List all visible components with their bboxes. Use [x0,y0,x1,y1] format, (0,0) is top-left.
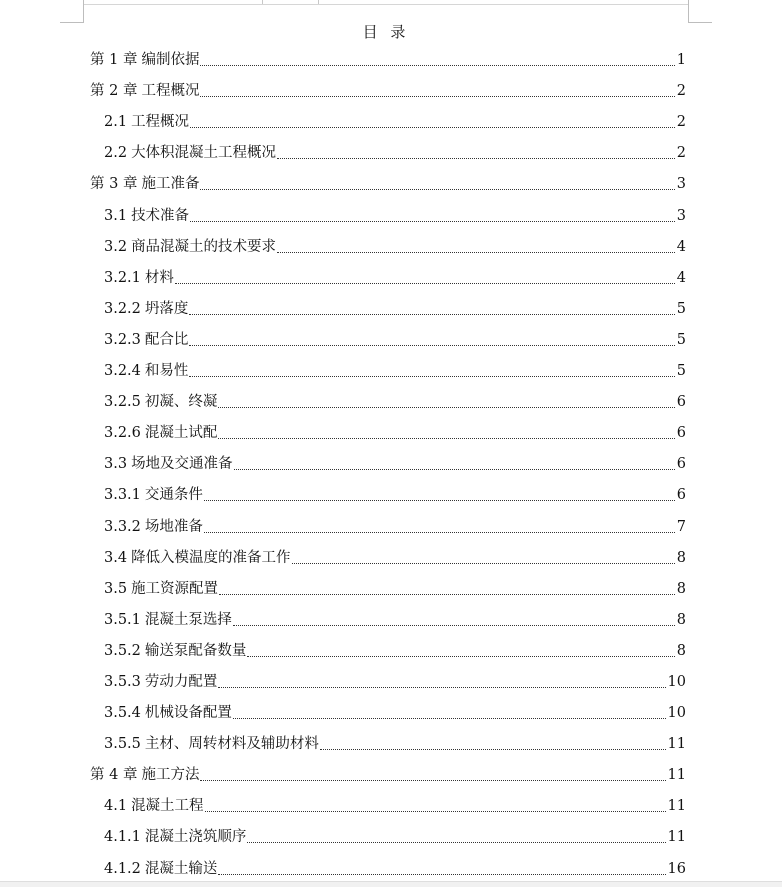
toc-title: 目 录 [362,23,410,41]
toc-entry-number: 3.5.3 [104,673,141,690]
toc-entry-number: 第 4 章 [90,767,138,784]
toc-entry-number: 3.5.5 [104,736,141,753]
toc-entry-15[interactable] [0,482,782,513]
toc-dot-leader [200,188,674,190]
toc-dot-leader [277,157,675,159]
toc-entry-page: 6 [676,487,686,504]
toc-dot-leader [292,562,675,564]
toc-entry-label: 输送泵配备数量 [144,642,247,659]
toc-entry-number: 3.2.4 [104,363,141,380]
toc-dot-leader [205,810,666,812]
toc-entry-page: 11 [667,736,686,753]
toc-dot-leader [233,717,666,719]
toc-dot-leader [189,313,674,315]
toc-entry-label: 施工资源配置 [131,580,219,597]
toc-entry-9[interactable] [0,296,782,327]
toc-entry-number: 3.2.5 [104,394,141,411]
toc-entry-number: 3.2.1 [104,269,141,286]
toc-entry-label: 工程概况 [131,114,190,131]
toc-entry-24[interactable] [0,762,782,793]
toc-entry-label: 工程概况 [141,83,200,100]
toc-entry-label: 混凝土工程 [131,798,204,815]
toc-dot-leader [234,468,675,470]
toc-entry-number: 3.5.4 [104,705,141,722]
toc-entry-label: 坍落度 [144,300,189,317]
toc-entry-label: 初凝、终凝 [144,394,218,411]
toc-entry-page: 2 [676,145,686,162]
toc-entry-page: 11 [667,767,686,784]
toc-entry-page: 10 [667,673,686,690]
toc-entry-label: 混凝土输送 [144,860,218,877]
toc-entry-label: 场地及交通准备 [131,456,233,473]
toc-dot-leader [204,531,675,533]
toc-list [0,47,782,887]
toc-entry-21[interactable] [0,669,782,700]
toc-entry-page: 11 [667,798,686,815]
toc-dot-leader [247,655,674,657]
previous-page-mark [318,0,319,4]
toc-entry-page: 8 [676,549,686,566]
toc-entry-number: 2.2 [104,145,128,162]
toc-entry-number: 3.3.1 [104,487,141,504]
toc-entry-number: 3.2.6 [104,425,141,442]
toc-entry-number: 3.3.2 [104,518,141,535]
toc-entry-page: 5 [676,300,686,317]
toc-entry-number: 3.5.1 [104,611,141,628]
crop-mark-top-right-vertical [688,0,689,23]
toc-entry-label: 施工准备 [141,176,200,193]
toc-entry-label: 机械设备配置 [144,705,232,722]
toc-dot-leader [233,624,675,626]
toc-entry-page: 4 [676,238,686,255]
toc-entry-label: 混凝土试配 [144,425,218,442]
toc-dot-leader [247,841,665,843]
toc-entry-page: 2 [676,83,686,100]
toc-entry-number: 3.3 [104,456,128,473]
toc-entry-label: 施工方法 [141,767,200,784]
toc-dot-leader [175,282,675,284]
toc-entry-page: 1 [676,52,686,69]
toc-entry-label: 材料 [144,269,174,286]
toc-dot-leader [204,499,675,501]
toc-entry-5[interactable] [0,171,782,202]
toc-entry-7[interactable] [0,234,782,265]
toc-entry-page: 8 [676,642,686,659]
toc-dot-leader [189,375,674,377]
toc-entry-number: 3.2.2 [104,300,141,317]
toc-dot-leader [218,873,665,875]
toc-entry-page: 5 [676,363,686,380]
toc-entry-page: 6 [676,394,686,411]
toc-entry-page: 16 [667,860,686,877]
toc-entry-label: 配合比 [144,331,189,348]
toc-dot-leader [218,406,674,408]
toc-entry-18[interactable] [0,576,782,607]
toc-entry-label: 混凝土浇筑顺序 [144,829,247,846]
toc-entry-number: 第 3 章 [90,176,138,193]
toc-entry-label: 场地准备 [144,518,203,535]
toc-entry-1[interactable] [0,47,782,78]
toc-entry-label: 和易性 [144,363,189,380]
toc-entry-10[interactable] [0,327,782,358]
toc-dot-leader [190,126,675,128]
toc-entry-25[interactable] [0,793,782,824]
toc-entry-16[interactable] [0,513,782,544]
toc-entry-page: 4 [676,269,686,286]
toc-entry-label: 编制依据 [141,52,200,69]
toc-entry-label: 主材、周转材料及辅助材料 [144,736,319,753]
toc-dot-leader [218,437,674,439]
toc-entry-number: 4.1.2 [104,860,141,877]
toc-entry-label: 交通条件 [144,487,203,504]
next-page-edge [0,881,782,887]
toc-entry-26[interactable] [0,824,782,855]
toc-dot-leader [218,686,665,688]
toc-dot-leader [200,95,674,97]
toc-entry-number: 4.1.1 [104,829,141,846]
toc-entry-number: 3.1 [104,207,128,224]
toc-entry-11[interactable] [0,358,782,389]
toc-entry-page: 5 [676,331,686,348]
toc-entry-page: 6 [676,425,686,442]
toc-entry-17[interactable] [0,545,782,576]
toc-entry-page: 6 [676,456,686,473]
previous-page-mark [262,0,263,4]
toc-entry-20[interactable] [0,638,782,669]
toc-entry-3[interactable] [0,109,782,140]
toc-entry-6[interactable] [0,202,782,233]
toc-entry-number: 3.2 [104,238,128,255]
toc-entry-number: 3.2.3 [104,331,141,348]
toc-entry-page: 11 [667,829,686,846]
toc-dot-leader [200,779,665,781]
toc-entry-label: 商品混凝土的技术要求 [131,238,277,255]
toc-entry-number: 3.4 [104,549,128,566]
toc-entry-13[interactable] [0,420,782,451]
toc-entry-number: 3.5 [104,580,128,597]
toc-entry-14[interactable] [0,451,782,482]
toc-entry-number: 2.1 [104,114,128,131]
toc-entry-22[interactable] [0,700,782,731]
toc-entry-label: 降低入模温度的准备工作 [131,549,291,566]
toc-entry-number: 4.1 [104,798,128,815]
previous-page-edge [84,4,688,5]
toc-entry-number: 3.5.2 [104,642,141,659]
toc-entry-label: 混凝土泵选择 [144,611,232,628]
toc-entry-label: 大体积混凝土工程概况 [131,145,277,162]
toc-dot-leader [219,593,675,595]
toc-entry-page: 10 [667,705,686,722]
toc-entry-8[interactable] [0,265,782,296]
toc-entry-19[interactable] [0,607,782,638]
toc-dot-leader [189,344,674,346]
toc-entry-23[interactable] [0,731,782,762]
toc-entry-2[interactable] [0,78,782,109]
toc-entry-page: 3 [676,176,686,193]
toc-dot-leader [277,251,675,253]
toc-entry-page: 7 [676,518,686,535]
toc-entry-label: 技术准备 [131,207,190,224]
toc-entry-page: 8 [676,580,686,597]
toc-entry-page: 8 [676,611,686,628]
toc-entry-page: 3 [676,207,686,224]
toc-entry-page: 2 [676,114,686,131]
toc-dot-leader [200,64,674,66]
toc-entry-12[interactable] [0,389,782,420]
toc-dot-leader [190,220,675,222]
toc-entry-4[interactable] [0,140,782,171]
toc-entry-number: 第 1 章 [90,52,138,69]
toc-entry-label: 劳动力配置 [144,673,218,690]
toc-entry-number: 第 2 章 [90,83,138,100]
toc-dot-leader [320,748,666,750]
